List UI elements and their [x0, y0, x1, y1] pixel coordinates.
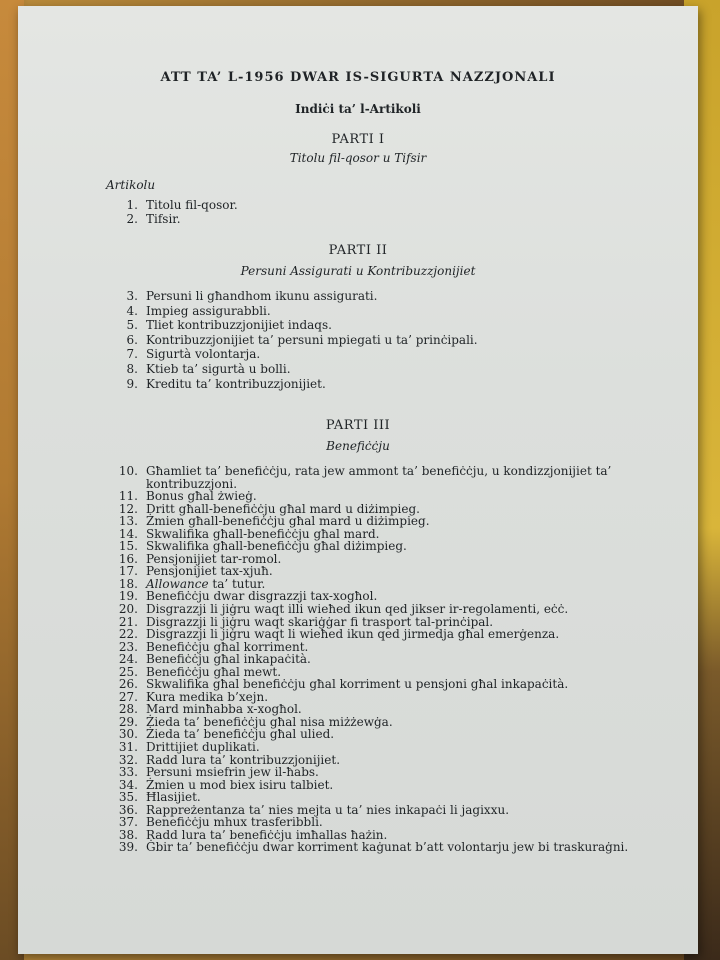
list-item: 4. Impieg assigurabbli.	[126, 303, 271, 318]
document-page	[18, 6, 698, 954]
act-title: ATT TA’ L-1956 DWAR IS-SIGURTA NAZZJONALI	[160, 70, 556, 85]
list-item: 32. Radd lura ta’ kontribuzzjonijiet.	[118, 752, 341, 767]
list-item: 2. Tifsir.	[126, 211, 181, 226]
list-item: 34. Żmien u mod biex isiru talbiet.	[118, 777, 334, 792]
part-1-subtitle: Titolu fil-qosor u Tifsir	[289, 151, 427, 165]
list-item: 39. Ġbir ta’ benefiċċju dwar korriment kaġunat b’att volontarju jew bi traskuraġni.	[118, 840, 629, 855]
list-item: 7. Sigurtà volontarja.	[126, 347, 261, 362]
list-item: 38. Radd lura ta’ benefiċċju imħallas ħażin.	[118, 827, 388, 842]
part-3-heading: PARTI III	[325, 418, 391, 433]
list-item: 33. Persuni msiefrin jew il-ħabs.	[118, 765, 319, 780]
list-item: 15. Skwalifika għall-benefiċċju għal diżimpieg.	[118, 539, 407, 554]
part-2-subtitle: Persuni Assigurati u Kontribuzzjonijiet	[240, 264, 476, 278]
list-item: 6. Kontribuzzjonijiet ta’ persuni mpiegati u ta’ prinċipali.	[126, 332, 478, 347]
list-item: 1. Titolu fil-qosor.	[126, 198, 238, 212]
list-item: 30. Żieda ta’ benefiċċju għal ulied.	[118, 727, 335, 742]
list-item: 35. Ħlasijiet.	[118, 790, 201, 805]
part-2-heading: PARTI II	[328, 243, 388, 258]
list-item: 25. Benefiċċju għal mewt.	[118, 664, 282, 679]
list-item: 3. Persuni li għandhom ikunu assigurati.	[126, 289, 378, 303]
list-item: 9. Kreditu ta’ kontribuzzjonijiet.	[126, 376, 326, 391]
list-item: 11. Bonus għal żwieġ.	[118, 489, 257, 504]
list-item: 8. Ktieb ta’ sigurtà u bolli.	[126, 361, 291, 376]
list-item: 5. Tliet kontribuzzjonijiet indaqs.	[126, 318, 332, 333]
list-item: 29. Żieda ta’ benefiċċju għal nisa miżżewġa.	[118, 714, 393, 729]
list-item: 17. Pensjonijiet tax-xjuħ.	[118, 564, 273, 579]
list-item: 27. Kura medika b’xejn.	[118, 689, 269, 704]
part-1-list	[126, 198, 238, 226]
list-item: 36. Rappreżentanza ta’ nies mejta u ta’ nies inkapaċi li jagixxu.	[118, 802, 510, 817]
list-item: 16. Pensjonijiet tar-romol.	[118, 551, 282, 566]
part-3-list	[118, 464, 629, 855]
list-item: 14. Skwalifika għall-benefiċċju għal mard.	[118, 526, 380, 541]
part-1-heading: PARTI I	[331, 132, 385, 147]
list-item: 31. Drittijiet duplikati.	[118, 740, 260, 755]
list-item: 37. Benefiċċju mhux trasferibbli.	[118, 815, 323, 830]
index-heading: Indiċi ta’ l-Artikoli	[295, 102, 421, 116]
list-item: 13. Żmien għall-benefiċċju għal mard u diżimpieg.	[118, 514, 430, 529]
part-2-list	[126, 289, 478, 391]
list-item: 10. Għamliet ta’ benefiċċju, rata jew ammont ta’ benefiċċju, u kondizzjonijiet ta’	[118, 464, 612, 478]
part-3-subtitle: Benefiċċju	[326, 439, 390, 453]
list-item: 18. Allowance ta’ tutur.	[118, 576, 266, 591]
list-item: 24. Benefiċċju għal inkapaċità.	[118, 652, 311, 667]
list-item: 20. Disgrazzji li jiġru waqt illi wieħed ikun qed jikser ir-regolamenti, eċċ.	[118, 602, 569, 617]
list-item: 22. Disgrazzji li jiġru waqt li wieħed ikun qed jirmedja għal emerġenza.	[118, 627, 560, 642]
list-item: kontribuzzjoni.	[146, 476, 238, 491]
list-item: 26. Skwalifika għal benefiċċju għal korriment u pensjoni għal inkapaċità.	[118, 677, 569, 692]
list-item: 19. Benefiċċju dwar disgrazzji tax-xogħol.	[118, 589, 378, 604]
list-item: 23. Benefiċċju għal korriment.	[118, 639, 309, 654]
list-item: 28. Mard minħabba x-xogħol.	[118, 702, 302, 717]
column-label-artikolu: Artikolu	[106, 178, 156, 192]
list-item: 12. Dritt għall-benefiċċju għal mard u diżimpieg.	[118, 501, 420, 516]
list-item: 21. Disgrazzji li jiġru waqt skariġġar fi trasport tal-prinċipal.	[118, 614, 494, 629]
